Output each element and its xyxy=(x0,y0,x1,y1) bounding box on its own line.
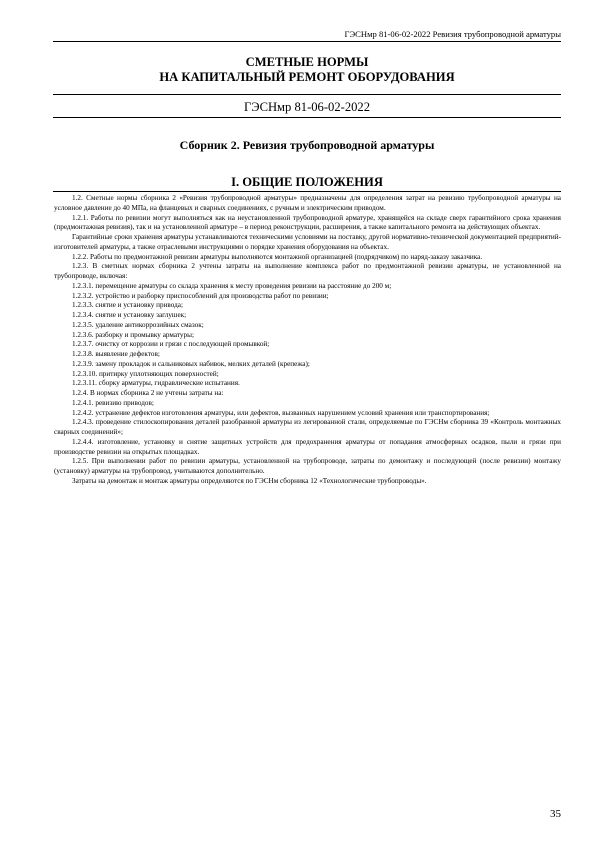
standard-code: ГЭСНмр 81-06-02-2022 xyxy=(243,100,371,114)
collection-title: Сборник 2. Ревизия трубопроводной арматуры xyxy=(179,138,435,152)
list-item: 1.2.4.1. ревизию приводов; xyxy=(72,398,154,407)
list-item: 1.2.3.5. удаление антикоррозийных смазок; xyxy=(72,320,204,329)
list-item: 1.2.3.11. сборку арматуры, гидравлические испытания. xyxy=(72,379,240,388)
list-item: 1.2.3.1. перемещение арматуры со склада хранения к месту проведения ревизии на расстояние до 200 м; xyxy=(72,281,392,290)
list-item: 1.2.3.9. замену прокладок и сальниковых набивок, мелких деталей (крепежа); xyxy=(72,359,310,368)
paragraph: 1.2. Сметные нормы сборника 2 «Ревизия трубопроводной арматуры» предназначены для определения затрат на ревизию трубопроводной арматуры на условное давление до 40 МПа, на фланцевых и сварных соединениях, с ручным и электрическим приводом. xyxy=(54,194,561,212)
title-line-2: НА КАПИТАЛЬНЫЙ РЕМОНТ ОБОРУДОВАНИЯ xyxy=(159,70,455,84)
running-header: ГЭСНмр 81-06-02-2022 Ревизия трубопроводной арматуры xyxy=(344,29,561,39)
paragraph: 1.2.2. Работы по предмонтажной ревизии арматуры выполняются монтажной организацией (подрядчиком) по наряд-заказу заказчика. xyxy=(72,252,483,261)
paragraph: Гарантийные сроки хранения арматуры устанавливаются техническими условиями на поставку, другой нормативно-технической документацией предприятий-изготовителей арматуры, а также отраслевыми инструкциями о порядке хранения оборудования на объектах. xyxy=(54,233,561,251)
document-title xyxy=(53,55,561,85)
list-item: 1.2.3.4. снятие и установку заглушек; xyxy=(72,311,187,319)
body-text xyxy=(54,194,561,487)
list-item: 1.2.4.3. проведение стилоскопирования деталей разобранной арматуры из легированной стали, определяемые по ГЭСНм сборника 39 «Контроль монтажных сварных соединений»; xyxy=(54,418,561,436)
list-item: 1.2.3.10. притирку уплотняющих поверхностей; xyxy=(72,369,219,378)
list-item: 1.2.3.6. разборку и промывку арматуры; xyxy=(72,330,194,339)
title-line-1: СМЕТНЫЕ НОРМЫ xyxy=(245,55,369,69)
list-item: 1.2.3.8. выявление дефектов; xyxy=(72,350,160,358)
list-item: 1.2.4.4. изготовление, установку и снятие защитных устройств для предохранения арматуры от попадания атмосферных осадков, пыли и грязи при производстве ревизии на открытых площадках. xyxy=(54,437,561,456)
list-item: 1.2.3.2. устройство и разборку приспособлений для производства работ по ревизии; xyxy=(72,291,329,300)
page-number: 35 xyxy=(550,808,561,820)
paragraph: 1.2.1. Работы по ревизии могут выполняться как на неустановленной трубопроводной арматуре, хранящейся на складе сверх гарантийного срока хранения (предмонтажная ревизия), так и на установленной арматуре – в период реконструкции, расширения, а также капитального ремонта на действующих объектах. xyxy=(54,213,561,232)
list-item: 1.2.3.7. очистку от коррозии и грязи с последующей промывкой; xyxy=(72,340,270,349)
list-item: 1.2.3.3. снятие и установку привода; xyxy=(72,301,183,310)
section-heading: I. ОБЩИЕ ПОЛОЖЕНИЯ xyxy=(231,175,383,189)
list-item: 1.2.4.2. устранение дефектов изготовления арматуры, или дефектов, вызванных нарушением условий хранения или транспортирования; xyxy=(72,408,490,417)
title-rule-top xyxy=(53,94,561,95)
title-rule-bottom xyxy=(53,117,561,118)
section-rule xyxy=(53,191,561,192)
header-rule xyxy=(53,41,561,42)
paragraph: Затраты на демонтаж и монтаж арматуры определяются по ГЭСНм сборника 12 «Технологические трубопроводы». xyxy=(72,476,427,485)
paragraph: 1.2.5. При выполнении работ по ревизии арматуры, установленной на трубопроводе, затраты по демонтажу и последующей (после ревизии) монтажу (установку) арматуры на трубопровод, учитываются дополнительно. xyxy=(54,457,561,475)
paragraph: 1.2.3. В сметных нормах сборника 2 учтены затраты на выполнение комплекса работ по предмонтажной ревизии арматуры, не установленной на трубопроводе, включая: xyxy=(54,262,561,280)
paragraph: 1.2.4. В нормах сборника 2 не учтены затраты на: xyxy=(72,389,224,397)
